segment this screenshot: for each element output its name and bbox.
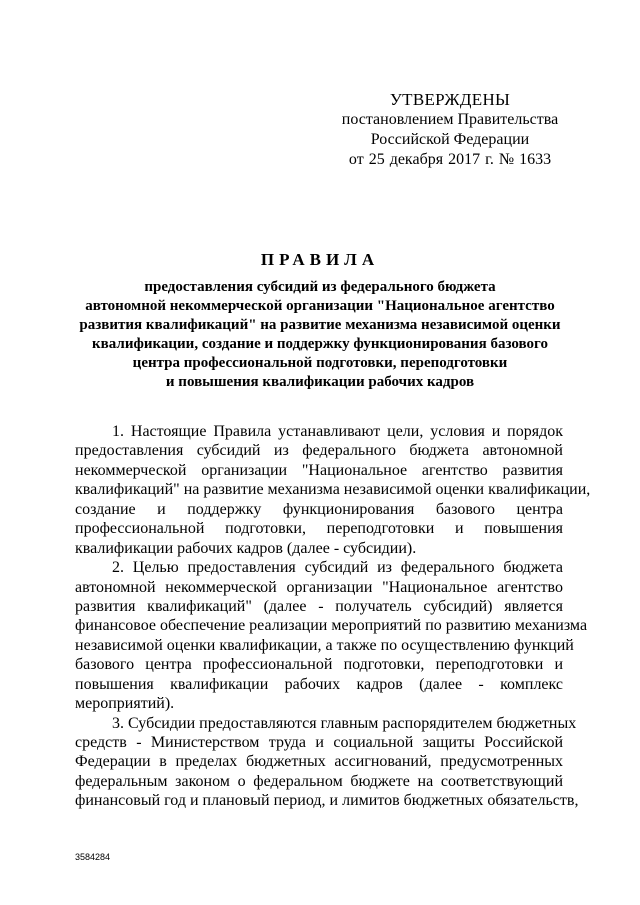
body-line: мероприятий). [75,695,175,713]
paragraph-1 [75,422,591,558]
body-line: финансовый год и плановый период, и лимитов бюджетных обязательств, [75,792,579,810]
subtitle-line: и повышения квалификации рабочих кадров [165,374,475,390]
body-line: Федерации в пределах бюджетных ассигнований, предусмотренных [75,753,563,771]
approval-line: постановлением Правительства [341,111,559,128]
subtitle-line: предоставления субсидий из федерального бюджета [144,279,496,295]
body-line: квалификаций" на развитие механизма независимой оценки квалификации, [75,481,591,499]
subtitle-line: центра профессиональной подготовки, переподготовки [132,355,508,371]
body-line: финансовое обеспечение реализации мероприятий по развитию механизма [75,617,588,635]
approval-heading: УТВЕРЖДЕНЫ [389,90,511,109]
body-line: некоммерческой организации "Национальное агентство развития [75,461,563,479]
subtitle-line: развития квалификаций" на развитие механизма независимой оценки [79,317,561,333]
body-line: квалификации рабочих кадров (далее - субсидии). [75,539,417,557]
body-line: 3. Субсидии предоставляются главным распорядителем бюджетных [112,714,577,732]
approval-line: Российской Федерации [370,131,530,148]
body-line: автономной некоммерческой организации "Национальное агентство [75,578,563,596]
approval-block [340,90,560,170]
document-subtitle [60,278,580,392]
body-line: предоставления субсидий из федерального бюджета автономной [75,442,563,460]
document-title: ПРАВИЛА [260,250,380,269]
body-line: средств - Министерством труда и социальной защиты Российской [75,734,563,751]
body-line: 2. Целью предоставления субсидий из федерального бюджета [112,559,563,577]
body-line: 1. Настоящие Правила устанавливают цели, условия и порядок [112,423,563,440]
paragraph-2 [75,558,588,714]
body-line: повышения квалификации рабочих кадров (далее - комплекс [75,675,563,693]
subtitle-line: квалификации, создание и поддержку функционирования базового [92,336,548,352]
document-code: 3584284 [75,852,111,862]
body-line: развития квалификаций" (далее - получатель субсидий) является [75,597,563,615]
paragraph-3 [75,714,579,811]
body-line: базового центра профессиональной подготовки, переподготовки и [75,656,563,674]
body-line: профессиональной подготовки, переподготовки и повышения [75,520,563,538]
body-line: создание и поддержку функционирования базового центра [75,500,563,518]
subtitle-line: автономной некоммерческой организации "Национальное агентство [85,298,555,314]
body-line: федеральным законом о федеральном бюджете на соответствующий [75,772,563,790]
decree-date-number: от 25 декабря 2017 г. № 1633 [348,151,552,168]
body-line: независимой оценки квалификации, а также по осуществлению функций [75,636,574,654]
document-body [75,422,591,811]
